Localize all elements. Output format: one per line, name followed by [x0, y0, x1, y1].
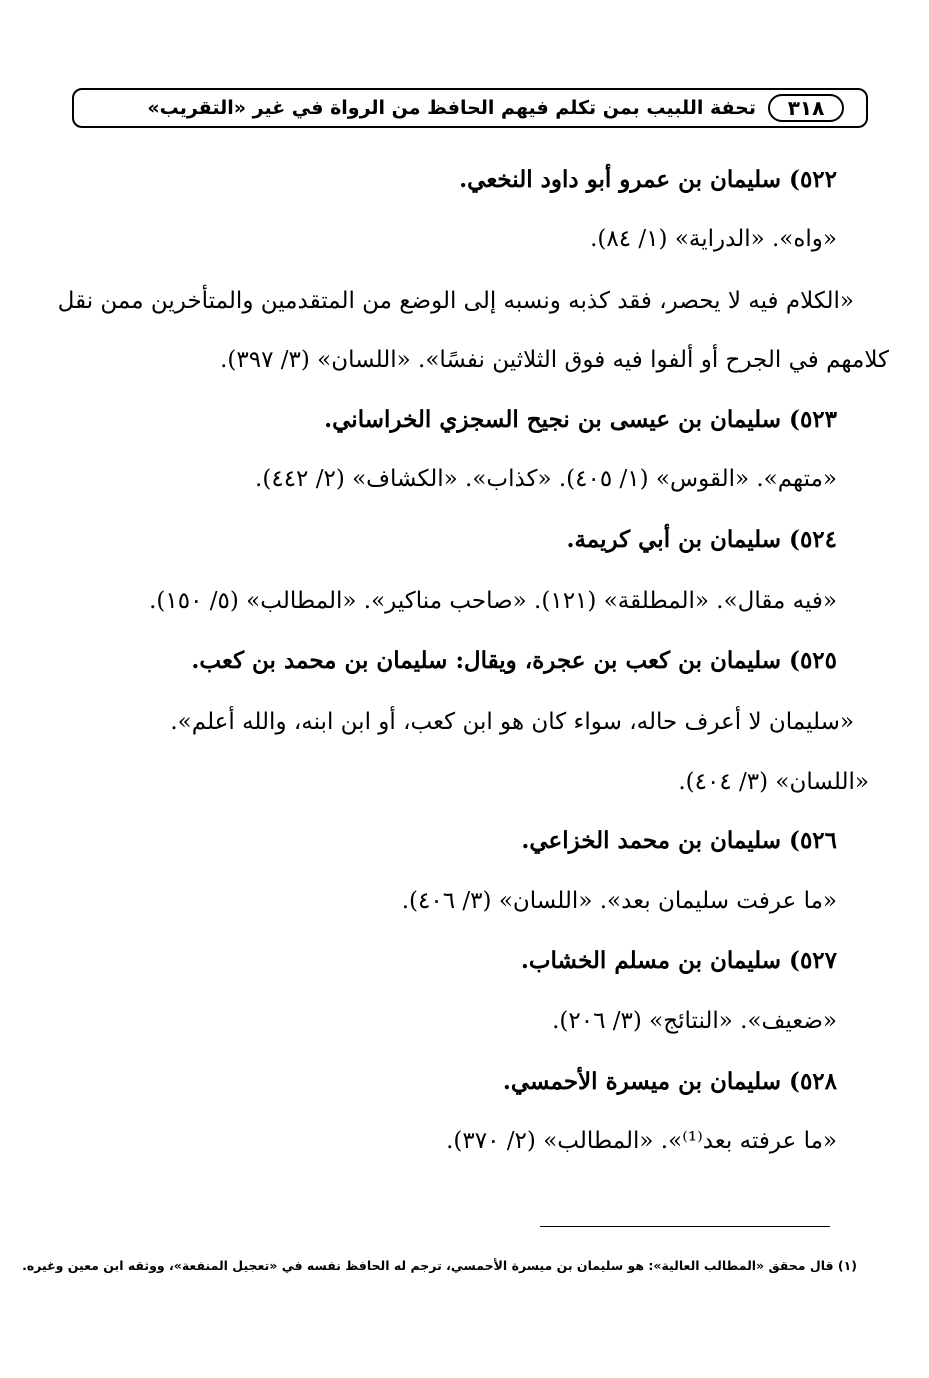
entry-522-text: «واه». «الدراية» (١/ ٨٤).: [590, 226, 837, 252]
entry-522-text: كلامهم في الجرح أو ألفوا فيه فوق الثلاثين نفسًا». «اللسان» (٣/ ٣٩٧).: [220, 347, 889, 373]
footnote: (١) قال محقق «المطالب العالية»: هو سليمان بن ميسرة الأحمسي، ترجم له الحافظ نفسه في «تعجيل المنفعة»، ووثقه ابن معين وغيره.: [22, 1258, 857, 1273]
entry-525-text: «اللسان» (٣/ ٤٠٤).: [678, 769, 869, 795]
entry-524-title: ٥٢٤) سليمان بن أبي كريمة.: [566, 526, 837, 553]
page-header: [72, 88, 868, 128]
entry-522-title: ٥٢٢) سليمان بن عمرو أبو داود النخعي.: [459, 166, 837, 193]
entry-524-text: «فيه مقال». «المطلقة» (١٢١). «صاحب مناكير». «المطالب» (٥/ ١٥٠).: [149, 588, 837, 614]
entry-527-text: «ضعيف». «النتائج» (٣/ ٢٠٦).: [552, 1008, 837, 1034]
entry-526-text: «ما عرفت سليمان بعد». «اللسان» (٣/ ٤٠٦).: [401, 888, 837, 914]
entry-526-title: ٥٢٦) سليمان بن محمد الخزاعي.: [521, 827, 837, 854]
entry-523-text: «متهم». «القوس» (١/ ٤٠٥). «كذاب». «الكشاف» (٢/ ٤٤٢).: [255, 466, 837, 492]
entry-525-text: «سليمان لا أعرف حاله، سواء كان هو ابن كعب، أو ابن ابنه، والله أعلم».: [170, 709, 854, 735]
entry-527-title: ٥٢٧) سليمان بن مسلم الخشاب.: [520, 947, 837, 974]
entry-523-title: ٥٢٣) سليمان بن عيسى بن نجيح السجزي الخراساني.: [324, 406, 837, 433]
footnote-divider: [540, 1226, 830, 1227]
entry-525-title: ٥٢٥) سليمان بن كعب بن عجرة، ويقال: سليمان بن محمد بن كعب.: [191, 647, 837, 674]
entry-522-text: «الكلام فيه لا يحصر، فقد كذبه ونسبه إلى الوضع من المتقدمين والمتأخرين ممن نقل: [57, 288, 854, 314]
running-title: تحفة اللبيب بمن تكلم فيهم الحافظ من الرواة في غير «التقريب»: [147, 97, 756, 119]
page-number: ٣١٨: [768, 94, 844, 122]
entry-528-text: «ما عرفته بعد⁽¹⁾». «المطالب» (٢/ ٣٧٠).: [446, 1128, 837, 1154]
entry-528-title: ٥٢٨) سليمان بن ميسرة الأحمسي.: [502, 1068, 837, 1095]
